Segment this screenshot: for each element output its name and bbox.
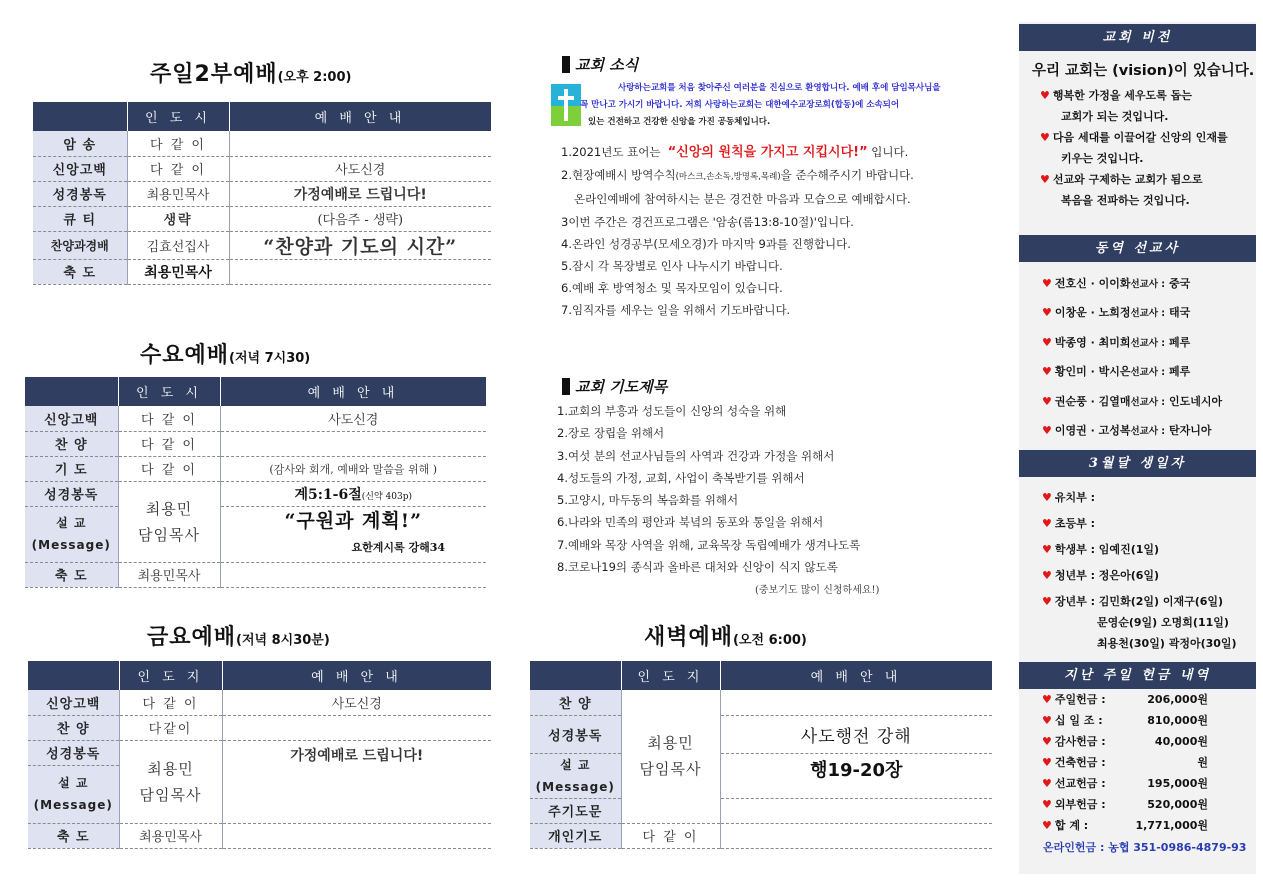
row-info: 행19-20장	[720, 753, 992, 798]
prayer-heading	[562, 376, 667, 397]
missionary-names: 이창운 · 노희정	[1054, 306, 1131, 319]
row-label	[28, 765, 119, 823]
offering-amount: 810,000원	[1147, 714, 1208, 727]
row-label: 축 도	[25, 562, 118, 587]
table-row	[530, 690, 992, 715]
row-info: 사도신경	[229, 156, 491, 181]
table-row	[530, 753, 992, 798]
missionary-role: 선교사 :	[1130, 367, 1166, 378]
news-list	[561, 141, 914, 322]
offering-item	[1042, 773, 1242, 794]
offering-amount: 520,000원	[1147, 798, 1208, 811]
row-label: 성경봉독	[28, 740, 119, 765]
row-label	[530, 753, 621, 798]
missionary-role: 선교사 :	[1130, 338, 1166, 349]
row-info: 가정예배로 드립니다!	[229, 181, 491, 206]
offering-name: 선교헌금 :	[1054, 777, 1106, 790]
vision-list	[1040, 85, 1228, 211]
prayer-note: (중보기도 많이 신청하세요!)	[755, 585, 880, 596]
row-label	[25, 506, 118, 562]
header-leader: 인 도 시	[118, 377, 220, 406]
vision-item-2-b: 키우는 것입니다.	[1061, 152, 1144, 165]
row-info	[220, 562, 486, 587]
friday-title-text: 금요예배	[147, 625, 237, 650]
birthday-youth	[1042, 565, 1159, 586]
news-item-3: 3이번 주간은 경건프로그램은 '암송(롬13:8-10절)'입니다.	[561, 214, 854, 229]
row-label: 기 도	[25, 456, 118, 481]
row-leader: 다 같 이	[118, 456, 220, 481]
heart-icon: ♥	[1042, 543, 1052, 556]
news-item-2-pre: 2.현장예배시 방역수칙	[561, 168, 676, 183]
heart-icon: ♥	[1042, 777, 1052, 790]
row-label: 성경봉독	[33, 181, 127, 206]
news-item-2b: 온라인예배에 참여하시는 분은 경건한 마음과 모습으로 예배합시다.	[574, 192, 911, 207]
header-blank	[33, 102, 127, 131]
table-header	[530, 661, 992, 690]
missionary-item	[1042, 363, 1190, 379]
heart-icon: ♥	[1042, 714, 1052, 727]
table-row	[33, 181, 491, 206]
vision-heading: 교회 비전	[1019, 24, 1256, 51]
table-row	[33, 131, 491, 156]
news-item-2-small: (마스크,손소독,방명록,목례)	[675, 172, 781, 183]
heart-icon: ♥	[1042, 798, 1052, 811]
prayer-item: 3.여섯 분의 선교사님들의 사역과 건강과 가정을 위해서	[557, 448, 835, 463]
row-leader-merged	[118, 481, 220, 562]
wednesday-table	[25, 377, 487, 588]
offering-name: 십 일 조 :	[1054, 714, 1103, 727]
offering-name: 외부헌금 :	[1054, 798, 1106, 811]
wednesday-time: (저녁 7시30)	[229, 351, 311, 366]
label-main: 설 교	[560, 757, 591, 772]
section-bar-icon	[562, 56, 570, 73]
news-item-1-pre: 1.2021년도 표어는	[561, 145, 661, 159]
heart-icon: ♥	[1042, 491, 1052, 504]
news-item-1-post: 입니다.	[871, 145, 909, 159]
leader-name: 최용민	[145, 499, 193, 518]
header-leader: 인 도 시	[127, 102, 229, 131]
missionary-names: 박종영 · 최미희	[1054, 336, 1131, 349]
row-label: 신앙고백	[28, 690, 119, 715]
row-info	[220, 431, 486, 456]
row-leader: 다 같 이	[127, 156, 229, 181]
missionary-names: 전호신 · 이이화	[1054, 277, 1131, 290]
row-info	[220, 506, 486, 562]
vision-item-3	[1040, 169, 1228, 190]
row-leader-merged	[621, 690, 720, 823]
scripture-page: (신약 403p)	[361, 491, 412, 502]
prayer-item: 4.성도들의 가정, 교회, 사업이 축복받기를 위해서	[557, 470, 805, 485]
row-leader-merged	[119, 740, 222, 823]
online-offering-account: 온라인헌금 : 농협 351-0986-4879-93	[1043, 841, 1247, 854]
dawn-table	[530, 661, 993, 849]
row-label: 찬 양	[25, 431, 118, 456]
sunday-time: (오후 2:00)	[277, 70, 352, 85]
row-label: 암 송	[33, 131, 127, 156]
welcome-line-2: 꼭 만나고 가시기 바랍니다. 저희 사랑하는교회는 대한예수교장로회(합동)에 소속되어	[580, 100, 900, 110]
prayer-list	[557, 400, 860, 578]
table-row	[28, 740, 491, 765]
heart-icon: ♥	[1042, 277, 1052, 290]
row-info	[220, 481, 486, 506]
table-row	[25, 456, 486, 481]
news-heading	[562, 54, 638, 75]
row-leader: 다 같 이	[118, 431, 220, 456]
row-leader: 김효선집사	[127, 231, 229, 259]
birthday-student	[1042, 539, 1159, 560]
leader-name: 최용민	[647, 734, 694, 753]
vision-item-1-b: 교회가 되는 것입니다.	[1061, 110, 1169, 123]
row-leader: 다 같 이	[118, 406, 220, 431]
vision-item-3-b: 복음을 전파하는 것입니다.	[1061, 194, 1190, 207]
vision-item-1-a: 행복한 가정을 세우도록 돕는	[1052, 89, 1192, 102]
heart-icon: ♥	[1040, 89, 1050, 102]
row-info	[222, 715, 491, 740]
offering-item	[1042, 710, 1242, 731]
leader-title: 담임목사	[138, 525, 200, 544]
row-label: 개인기도	[530, 823, 621, 848]
birthday-elem-text: 초등부 :	[1054, 517, 1095, 530]
missionary-country: 탄자니아	[1168, 424, 1212, 437]
row-info	[720, 798, 992, 823]
offering-name: 합 계 :	[1054, 819, 1089, 832]
heart-icon: ♥	[1042, 365, 1052, 378]
news-item-1	[561, 141, 914, 164]
missionary-role: 선교사 :	[1130, 308, 1166, 319]
birthday-adult-line-3: 최용천(30일) 곽정아(30일)	[1097, 637, 1237, 650]
row-leader: 다 같 이	[119, 690, 222, 715]
offering-amount: 40,000원	[1154, 735, 1208, 748]
table-header	[25, 377, 486, 406]
row-info	[720, 690, 992, 715]
missionary-item	[1042, 334, 1190, 350]
heart-icon: ♥	[1042, 735, 1052, 748]
scripture-ref: 계5:1-6절	[294, 486, 362, 503]
row-leader: 다같이	[119, 715, 222, 740]
wednesday-title	[140, 338, 310, 369]
row-label: 성경봉독	[25, 481, 118, 506]
welcome-line-3: 있는 건전하고 건강한 신앙을 가진 공동체입니다.	[588, 117, 771, 127]
row-info: (다음주 - 생략)	[229, 206, 491, 231]
label-main: 설 교	[58, 776, 89, 790]
vision-item-2	[1040, 127, 1228, 148]
row-info	[229, 259, 491, 284]
birthday-adult-line-2: 문영순(9일) 오명희(11일)	[1097, 616, 1229, 629]
news-heading-text: 교회 소식	[575, 56, 639, 74]
row-label: 찬양과경배	[33, 231, 127, 259]
heart-icon: ♥	[1042, 693, 1052, 706]
missionaries-heading: 동역 선교사	[1019, 235, 1256, 262]
row-label: 축 도	[28, 823, 119, 848]
offering-name: 주일헌금 :	[1054, 693, 1106, 706]
heart-icon: ♥	[1042, 306, 1052, 319]
missionary-country: 페루	[1168, 365, 1191, 378]
prayer-item: 2.장로 장립을 위해서	[557, 426, 665, 441]
row-info: 사도신경	[222, 690, 491, 715]
table-header	[28, 661, 491, 690]
sunday-table	[33, 102, 492, 285]
row-label: 축 도	[33, 259, 127, 284]
table-row	[530, 798, 992, 823]
row-leader: 생략	[127, 206, 229, 231]
row-info	[720, 823, 992, 848]
dawn-title-text: 새벽예배	[644, 625, 734, 650]
offering-heading: 지난 주일 헌금 내역	[1019, 662, 1256, 689]
heart-icon: ♥	[1042, 756, 1052, 769]
header-blank	[25, 377, 118, 406]
offering-item	[1042, 752, 1242, 773]
dawn-time: (오전 6:00)	[733, 633, 807, 648]
prayer-item: 5.고양시, 마두동의 복음화를 위해서	[557, 493, 739, 508]
heart-icon: ♥	[1042, 336, 1052, 349]
row-info: 사도신경	[220, 406, 486, 431]
birthday-elem	[1042, 513, 1095, 534]
offering-amount: 원	[1197, 756, 1208, 769]
birthday-adult-line-1: 장년부 : 김민화(2일) 이재구(6일)	[1054, 595, 1224, 608]
row-label: 성경봉독	[530, 715, 621, 753]
missionary-names: 권순풍 · 김열매	[1054, 395, 1131, 408]
leader-title: 담임목사	[639, 760, 702, 779]
offering-name: 건축헌금 :	[1054, 756, 1106, 769]
heart-icon: ♥	[1040, 173, 1050, 186]
row-label: 찬 양	[28, 715, 119, 740]
table-row	[530, 715, 992, 753]
news-item-5: 5.잠시 각 목장별로 인사 나누시기 바랍니다.	[561, 259, 783, 274]
table-row	[25, 481, 486, 506]
dawn-title	[644, 620, 807, 651]
heart-icon: ♥	[1042, 424, 1052, 437]
row-leader: 다 같 이	[127, 131, 229, 156]
row-info	[229, 131, 491, 156]
header-leader: 인 도 지	[621, 661, 720, 690]
prayer-item: 8.코로나19의 종식과 올바른 대처와 신앙이 식지 않도록	[557, 560, 838, 575]
label-sub: (Message)	[535, 779, 615, 794]
missionary-names: 이영권 · 고성복	[1054, 424, 1131, 437]
birthday-adult	[1042, 591, 1237, 654]
missionary-role: 선교사 :	[1130, 397, 1166, 408]
row-label: 주기도문	[530, 798, 621, 823]
heart-icon: ♥	[1042, 517, 1052, 530]
table-row	[28, 823, 491, 848]
missionary-item	[1042, 275, 1190, 291]
birthday-kinder	[1042, 487, 1095, 508]
leader-title: 담임목사	[139, 785, 202, 804]
vision-item-1	[1040, 85, 1228, 106]
birthdays-heading: 3월달 생일자	[1019, 450, 1256, 477]
offering-name: 감사헌금 :	[1054, 735, 1106, 748]
table-row	[530, 823, 992, 848]
row-info: (감사와 회개, 예배와 말씀을 위해 )	[220, 456, 486, 481]
missionary-country: 인도네시아	[1168, 395, 1223, 408]
sunday-title	[150, 57, 351, 88]
motto: “신앙의 원칙을 가지고 지킵시다!”	[667, 145, 868, 160]
table-row	[33, 231, 491, 259]
missionary-names: 황인미 · 박시은	[1054, 365, 1131, 378]
missionary-country: 태국	[1168, 306, 1191, 319]
welcome-line-1: 사랑하는교회를 처음 찾아주신 여러분을 진심으로 환영합니다. 예배 후에 담임목사님을	[618, 83, 941, 93]
row-label: 신앙고백	[25, 406, 118, 431]
vision-item-2-a: 다음 세대를 이끌어갈 신앙의 인재를	[1052, 131, 1228, 144]
cross-icon	[551, 84, 581, 126]
offering-item	[1042, 731, 1242, 752]
offering-amount: 195,000원	[1147, 777, 1208, 790]
missionary-item	[1042, 422, 1211, 438]
row-leader: 최용민목사	[127, 181, 229, 206]
offering-item	[1042, 794, 1242, 815]
header-leader: 인 도 지	[119, 661, 222, 690]
friday-title	[147, 620, 330, 651]
section-bar-icon	[562, 378, 570, 395]
missionary-role: 선교사 :	[1130, 426, 1166, 437]
header-blank	[28, 661, 119, 690]
missionary-country: 중국	[1168, 277, 1191, 290]
table-row	[25, 431, 486, 456]
vision-title: 우리 교회는 (vision)이 있습니다.	[1032, 63, 1255, 79]
missionary-country: 페루	[1168, 336, 1191, 349]
row-leader: 최용민목사	[127, 259, 229, 284]
table-row	[33, 206, 491, 231]
table-header	[33, 102, 491, 131]
friday-time: (저녁 8시30분)	[236, 633, 330, 648]
news-item-4: 4.온라인 성경공부(모세오경)가 마지막 9과를 진행합니다.	[561, 236, 851, 251]
vision-item-3-a: 선교와 구제하는 교회가 됨으로	[1052, 173, 1203, 186]
label-main: 설 교	[56, 516, 87, 530]
label-sub: (Message)	[33, 798, 113, 812]
missionary-role: 선교사 :	[1130, 279, 1166, 290]
header-info: 예 배 안 내	[229, 102, 491, 131]
table-row	[33, 156, 491, 181]
heart-icon: ♥	[1042, 569, 1052, 582]
news-item-2	[561, 164, 914, 188]
row-info: 가정예배로 드립니다!	[222, 740, 491, 823]
row-label: 찬 양	[530, 690, 621, 715]
news-item-2-post: 을 준수해주시기 바랍니다.	[780, 168, 914, 183]
heart-icon: ♥	[1042, 395, 1052, 408]
table-row	[28, 715, 491, 740]
header-info: 예 배 안 내	[720, 661, 992, 690]
birthday-kinder-text: 유치부 :	[1054, 491, 1095, 504]
sunday-title-text: 주일2부예배	[150, 62, 278, 87]
row-leader: 최용민목사	[118, 562, 220, 587]
sermon-title: “구원과 계획!”	[284, 509, 423, 532]
missionary-item	[1042, 304, 1190, 320]
table-row	[25, 406, 486, 431]
news-item-6: 6.예배 후 방역청소 및 목자모임이 있습니다.	[561, 281, 783, 296]
friday-table	[28, 661, 492, 849]
header-info: 예 배 안 내	[220, 377, 486, 406]
sermon-subtitle: 요한계시록 강해34	[351, 540, 446, 554]
prayer-heading-text: 교회 기도제목	[575, 378, 668, 396]
table-row	[28, 690, 491, 715]
missionary-item	[1042, 393, 1222, 409]
table-row	[25, 562, 486, 587]
prayer-item: 6.나라와 민족의 평안과 북녘의 동포와 통일을 위해서	[557, 515, 824, 530]
row-label: 큐 티	[33, 206, 127, 231]
news-item-7: 7.임직자를 세우는 일을 위해서 기도바랍니다.	[561, 303, 791, 318]
row-info: 사도행전 강해	[720, 715, 992, 753]
table-row	[25, 506, 486, 562]
prayer-item: 1.교회의 부흥과 성도들이 신앙의 성숙을 위해	[557, 404, 787, 418]
row-leader: 다 같 이	[621, 823, 720, 848]
label-sub: (Message)	[31, 538, 111, 552]
heart-icon: ♥	[1040, 131, 1050, 144]
offering-total	[1042, 815, 1242, 836]
offering-amount: 206,000원	[1147, 693, 1208, 706]
offering-item	[1042, 689, 1242, 710]
row-leader: 최용민목사	[119, 823, 222, 848]
row-info: “찬양과 기도의 시간”	[229, 231, 491, 259]
table-row	[33, 259, 491, 284]
header-info: 예 배 안 내	[222, 661, 491, 690]
row-info	[222, 823, 491, 848]
header-blank	[530, 661, 621, 690]
offering-amount: 1,771,000원	[1135, 819, 1208, 832]
heart-icon: ♥	[1042, 819, 1052, 832]
birthday-student-text: 학생부 : 임예진(1일)	[1054, 543, 1160, 556]
prayer-item: 7.예배와 목장 사역을 위해, 교육목장 독립예배가 생겨나도록	[557, 537, 861, 552]
row-label: 신앙고백	[33, 156, 127, 181]
leader-name: 최용민	[147, 759, 194, 778]
birthday-youth-text: 청년부 : 정은아(6일)	[1054, 569, 1160, 582]
heart-icon: ♥	[1042, 595, 1052, 608]
welcome-message	[580, 80, 988, 131]
wednesday-title-text: 수요예배	[140, 343, 230, 368]
